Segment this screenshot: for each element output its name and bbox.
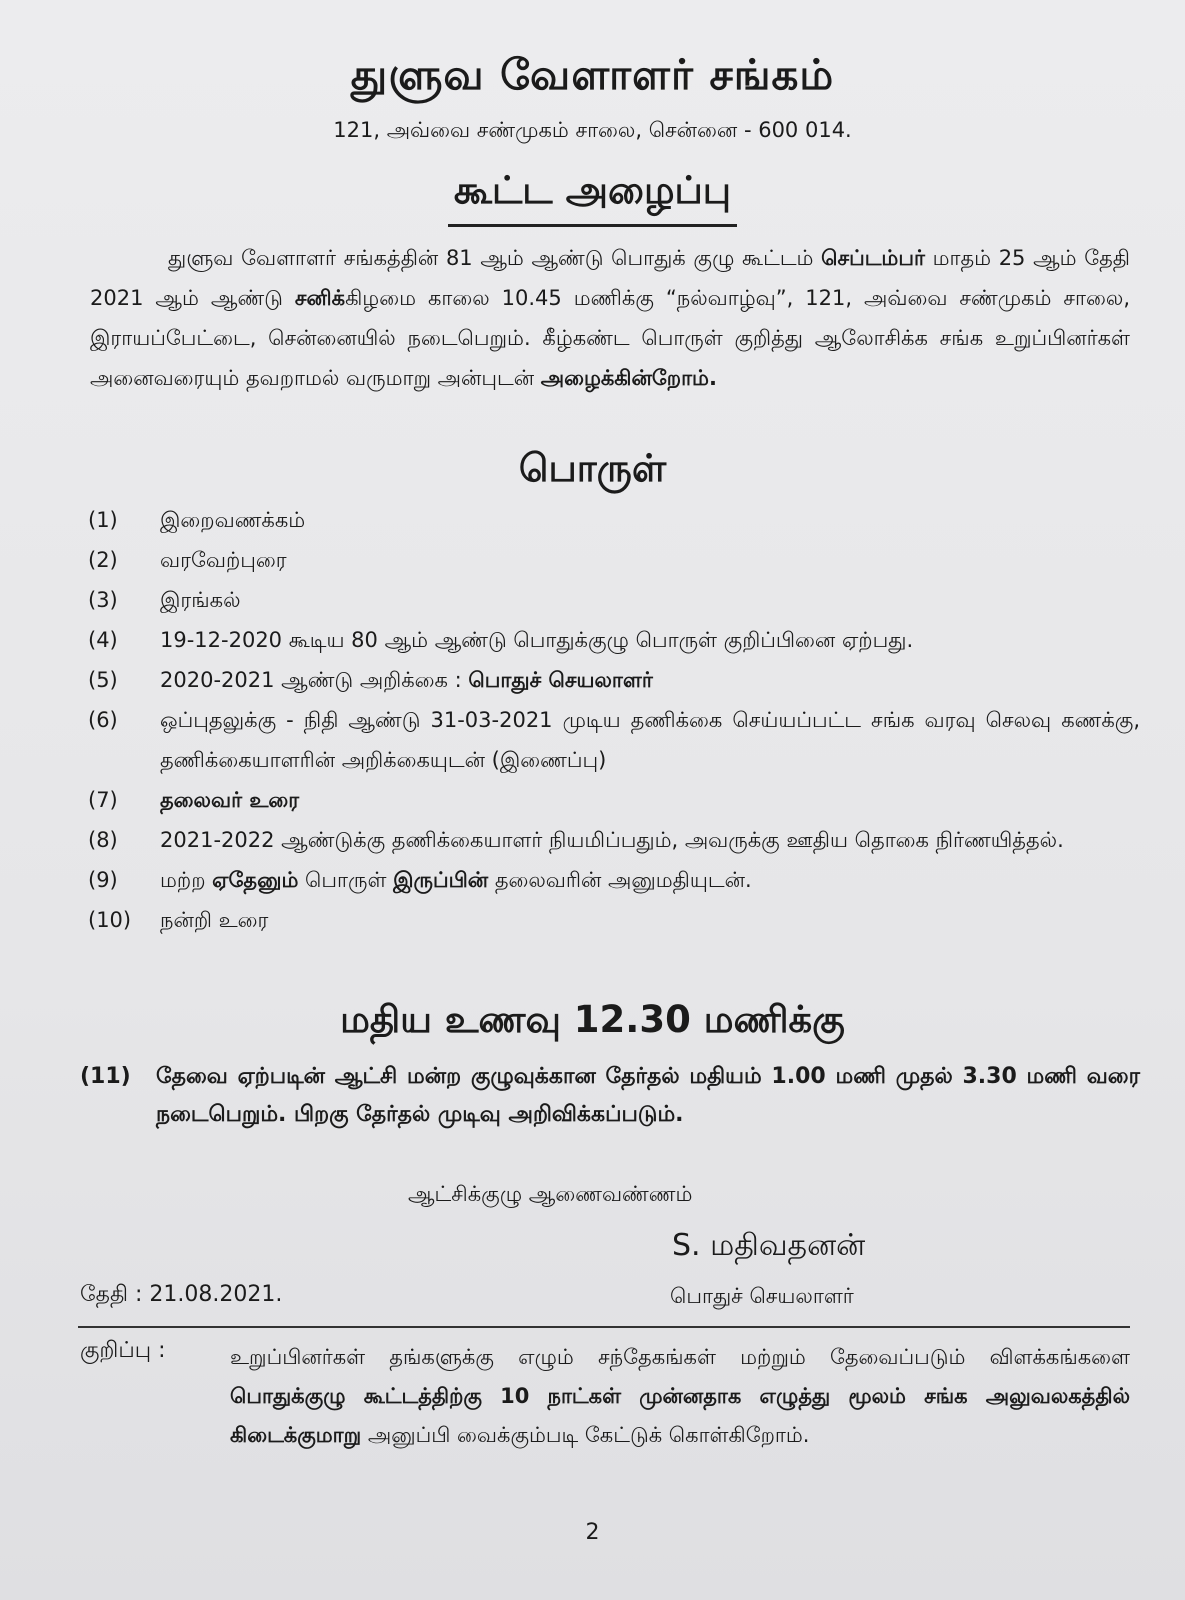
agenda-item-plain: பொருள் [298, 868, 394, 892]
agenda-item-number: (9) [88, 868, 118, 892]
intro-text-2: மாதம் 25 ஆம் தேதி 2021 ஆம் ஆண்டு [90, 246, 1131, 310]
agenda-item-number: (4) [88, 628, 118, 652]
agenda-item-text: இரங்கல் [160, 588, 241, 612]
agenda-item-text: 2021-2022 ஆண்டுக்கு தணிக்கையாளர் நியமிப்பதும், அவருக்கு ஊதிய தொகை நிர்ணயித்தல். [160, 828, 1064, 852]
agenda-item-text: நன்றி உரை [160, 908, 269, 932]
agenda-item-plain: 2020-2021 ஆண்டு அறிக்கை : [160, 668, 469, 692]
agenda-item [80, 500, 1140, 540]
invitation-paragraph [90, 238, 1130, 398]
agenda-item-number: (3) [88, 588, 118, 612]
note-plain: அனுப்பி வைக்கும்படி கேட்டுக் கொள்கிறோம். [361, 1423, 810, 1447]
agenda-item-text: இறைவணக்கம் [160, 508, 306, 532]
agenda-item [80, 780, 1140, 820]
intro-text-1: துளுவ வேளாளர் சங்கத்தின் 81 ஆம் ஆண்டு பொதுக் குழு கூட்டம் [168, 246, 822, 270]
organization-address: 121, அவ்வை சண்முகம் சாலை, சென்னை - 600 014. [333, 118, 852, 142]
agenda-item [80, 580, 1140, 620]
agenda-item-number: (2) [88, 548, 118, 572]
agenda-item [80, 660, 1140, 700]
agenda-item-election [80, 1058, 1140, 1134]
page-number: 2 [585, 1520, 600, 1545]
intro-text-3: கிழமை காலை 10.45 மணிக்கு “நல்வாழ்வு”, 121, அவ்வை சண்முகம் சாலை, இராயப்பேட்டை, சென்னையில் நடைபெறும். கீழ்கண்ட பொருள் குறித்து ஆலோசிக்க சங்க உறுப்பினர்கள் அனைவரையும் தவறாமல் வருமாறு அன்புடன் [90, 286, 1130, 390]
notice-title-container [0, 168, 1185, 227]
agenda-item [80, 860, 1140, 900]
agenda-item-number: (8) [88, 828, 118, 852]
agenda-item-text: 19-12-2020 கூடிய 80 ஆம் ஆண்டு பொதுக்குழு பொருள் குறிப்பினை ஏற்பது. [160, 628, 914, 652]
agenda-item-text: தலைவர் உரை [160, 788, 300, 812]
agenda-item-number: (5) [88, 668, 118, 692]
agenda-item-number: (1) [88, 508, 118, 532]
agenda-item-number: (7) [88, 788, 118, 812]
divider-line [78, 1326, 1130, 1328]
intro-bold-day: சனிக் [294, 286, 346, 310]
note-text [230, 1338, 1130, 1455]
agenda-title: பொருள் [518, 446, 667, 490]
organization-name: துளுவ வேளாளர் சங்கம் [350, 50, 835, 99]
agenda-item-number: (11) [80, 1064, 131, 1089]
agenda-item-bold: பொதுச் செயலாளர் [468, 668, 653, 692]
note-label: குறிப்பு : [80, 1338, 166, 1363]
signatory-designation: பொதுச் செயலாளர் [670, 1284, 854, 1308]
agenda-item [80, 900, 1140, 940]
agenda-list [80, 500, 1140, 940]
agenda-item-plain: மற்ற [160, 868, 213, 892]
agenda-item-number: (10) [88, 908, 132, 932]
intro-bold-month: செப்டம்பர் [821, 246, 925, 270]
agenda-item-text [160, 860, 1140, 900]
notice-date: தேதி : 21.08.2021. [80, 1282, 283, 1307]
agenda-item [80, 620, 1140, 660]
note-plain: உறுப்பினர்கள் தங்களுக்கு எழும் சந்தேகங்கள் மற்றும் தேவைப்படும் விளக்கங்களை [230, 1345, 1130, 1369]
by-order-line: ஆட்சிக்குழு ஆணைவண்ணம் [408, 1182, 693, 1206]
intro-bold-invite: அழைக்கின்றோம். [540, 366, 717, 390]
agenda-item-plain: தலைவரின் அனுமதியுடன். [488, 868, 752, 892]
agenda-item [80, 540, 1140, 580]
agenda-item-text [160, 660, 1140, 700]
agenda-item [80, 820, 1140, 860]
agenda-item-text: வரவேற்புரை [160, 548, 287, 572]
agenda-item-bold: இருப்பின் [393, 868, 489, 892]
signatory-name: S. மதிவதனன் [672, 1228, 866, 1263]
agenda-item-bold: ஏதேனும் [212, 868, 299, 892]
note-bold: பொதுக்குழு கூட்டத்திற்கு 10 நாட்கள் முன்னதாக எழுத்து மூலம் சங்க அலுவலகத்தில் கிடைக்குமாறு [230, 1384, 1130, 1447]
agenda-item-text: ஒப்புதலுக்கு - நிதி ஆண்டு 31-03-2021 முடிய தணிக்கை செய்யப்பட்ட சங்க வரவு செலவு கணக்கு, தணிக்கையாளரின் அறிக்கையுடன் (இணைப்பு) [160, 708, 1140, 772]
agenda-item-number: (6) [88, 708, 118, 732]
agenda-item-text: தேவை ஏற்படின் ஆட்சி மன்ற குழுவுக்கான தேர்தல் மதியம் 1.00 மணி முதல் 3.30 மணி வரை நடைபெறும். பிறகு தேர்தல் முடிவு அறிவிக்கப்படும். [156, 1064, 1140, 1127]
lunch-announcement: மதிய உணவு 12.30 மணிக்கு [340, 998, 845, 1041]
agenda-item [80, 700, 1140, 780]
notice-title: கூட்ட அழைப்பு [448, 168, 737, 227]
